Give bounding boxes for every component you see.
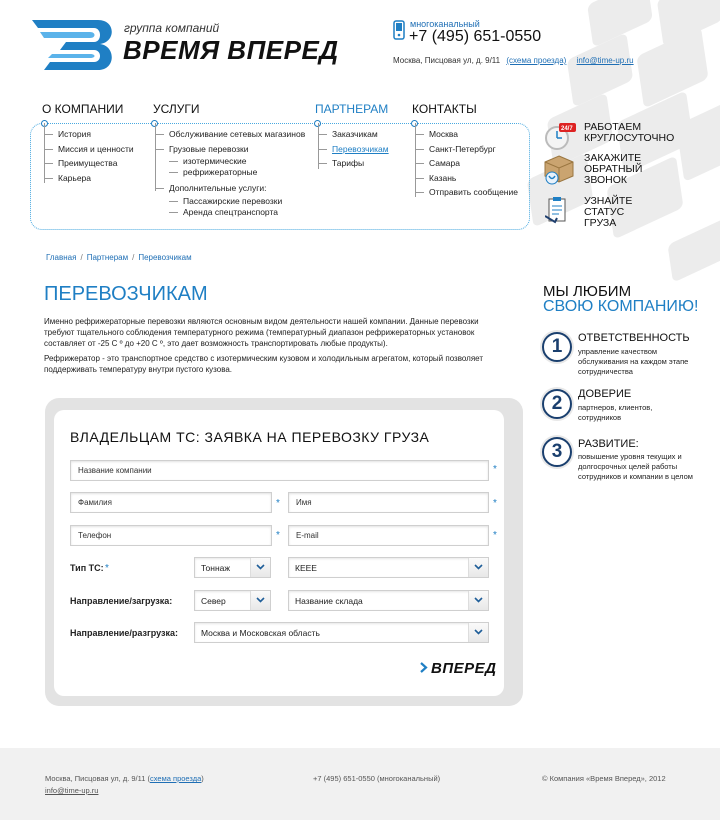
body-type-value: КЕЕЕ — [295, 563, 317, 573]
logo-title[interactable]: ВРЕМЯ ВПЕРЕД — [123, 35, 339, 65]
submenu-item[interactable]: Тарифы — [318, 156, 389, 171]
intro-line: требуют тщательного соблюдения температурного режима (температурный диапазон рефрижераторных установок — [44, 328, 475, 337]
submenu-item[interactable]: Казань — [415, 171, 518, 186]
submenu-subitem[interactable]: изотермические — [155, 156, 305, 167]
value-desc-line: сотрудников — [578, 413, 622, 422]
mobile-phone-icon — [393, 20, 405, 40]
side-callback[interactable] — [543, 153, 703, 187]
breadcrumb-home[interactable]: Главная — [46, 253, 77, 262]
nav-contacts[interactable]: КОНТАКТЫ — [412, 102, 477, 116]
submenu-subitem[interactable]: рефрижераторные — [155, 167, 305, 178]
value-number: 1 — [542, 332, 572, 362]
value-description — [578, 452, 708, 482]
warehouse-select[interactable] — [288, 590, 489, 611]
address-text: Москва, Писцовая ул, д. 9/11 — [393, 56, 501, 65]
package-callback-icon — [543, 154, 577, 186]
surname-input[interactable] — [70, 492, 272, 513]
badge-24-7: 24/7 — [561, 126, 573, 132]
name-input[interactable] — [288, 492, 489, 513]
value-number: 2 — [542, 389, 572, 419]
value-desc-line: долгосрочных целей работы — [578, 462, 678, 471]
form-panel — [54, 410, 504, 696]
nav-partners[interactable]: ПАРТНЕРАМ — [315, 102, 389, 116]
value-description — [578, 403, 708, 423]
submenu-item[interactable]: Карьера — [44, 171, 134, 186]
values-title-line2: СВОЮ КОМПАНИЮ! — [543, 298, 699, 315]
unload-direction-label: Направление/разгрузка: — [70, 628, 179, 638]
submenu-subitem[interactable]: Пассажирские перевозки — [155, 196, 305, 207]
side-24-7[interactable] — [543, 122, 703, 152]
page-title: ПЕРЕВОЗЧИКАМ — [44, 283, 208, 305]
footer-copyright: © Компания «Время Вперед», 2012 — [542, 774, 666, 783]
fridge-paragraph — [44, 353, 514, 375]
unload-direction-select[interactable] — [194, 622, 489, 643]
submenu-partners — [318, 127, 389, 171]
submenu-contacts — [415, 127, 518, 200]
side-callback-line1: ЗАКАЖИТЕ — [584, 152, 642, 164]
side-status-line1: УЗНАЙТЕ — [584, 195, 633, 207]
side-status-line2: СТАТУС — [584, 206, 625, 218]
required-mark: * — [276, 498, 280, 509]
fridge-line: поддерживать температуру внутри пустого кузова. — [44, 365, 233, 374]
chevron-down-icon — [474, 597, 483, 603]
required-mark: * — [493, 530, 497, 541]
breadcrumb: Главная / Партнерам / Перевозчикам — [46, 253, 192, 262]
nav-services[interactable]: УСЛУГИ — [153, 102, 200, 116]
chevron-right-icon — [420, 662, 428, 673]
submenu-item[interactable]: Москва — [415, 127, 518, 142]
side-callback-line3: ЗВОНОК — [584, 174, 628, 186]
nav-about[interactable]: О КОМПАНИИ — [42, 102, 124, 116]
submenu-services — [155, 127, 305, 218]
submenu-subitem[interactable]: Аренда спецтранспорта — [155, 207, 305, 218]
load-direction-select[interactable] — [194, 590, 271, 611]
phone-input[interactable] — [70, 525, 272, 546]
load-direction-label: Направление/загрузка: — [70, 596, 173, 606]
intro-line: Именно рефрижераторные перевозки являются основным видом деятельности нашей компании. Данные перевозки — [44, 317, 479, 326]
phone-label: многоканальный — [410, 19, 480, 29]
submenu-item[interactable]: Миссия и ценности — [44, 142, 134, 157]
submenu-item[interactable]: Заказчикам — [318, 127, 389, 142]
header-phone: +7 (495) 651-0550 — [409, 28, 542, 45]
submenu-item[interactable]: Отправить сообщение — [415, 185, 518, 200]
warehouse-value: Название склада — [295, 596, 363, 606]
submenu-item[interactable]: История — [44, 127, 134, 142]
footer — [0, 748, 720, 820]
chevron-down-icon — [256, 597, 265, 603]
breadcrumb-current[interactable]: Перевозчикам — [138, 253, 192, 262]
value-desc-line: сотрудничества — [578, 367, 633, 376]
chevron-down-icon — [256, 564, 265, 570]
value-title: ДОВЕРИЕ — [578, 388, 632, 400]
vehicle-type-label: Тип ТС: — [70, 563, 104, 573]
footer-address-text: Москва, Писцовая ул, д. 9/11 — [45, 774, 146, 783]
map-link[interactable]: (схема проезда) — [506, 56, 567, 65]
submenu-item[interactable]: Грузовые перевозки — [155, 142, 305, 157]
side-24-7-line2: КРУГЛОСУТОЧНО — [584, 132, 675, 144]
form-title: ВЛАДЕЛЬЦАМ ТС: ЗАЯВКА НА ПЕРЕВОЗКУ ГРУЗА — [70, 429, 430, 445]
header-address — [393, 56, 638, 65]
footer-email-link[interactable]: info@time-up.ru — [45, 786, 99, 795]
submenu-item[interactable]: Дополнительные услуги: — [155, 181, 305, 196]
values-title-line1: МЫ ЛЮБИМ — [543, 283, 632, 300]
side-24-7-line1: РАБОТАЕМ — [584, 121, 642, 133]
footer-address: Москва, Писцовая ул, д. 9/11 (схема проезда) — [45, 774, 204, 783]
required-mark: * — [493, 498, 497, 509]
footer-phone: +7 (495) 651-0550 (многоканальный) — [313, 774, 441, 783]
value-description — [578, 347, 708, 377]
header-email-link[interactable]: info@time-up.ru — [576, 56, 634, 65]
value-desc-line: сотрудников и компании в целом — [578, 472, 693, 481]
submenu-item[interactable]: Санкт-Петербург — [415, 142, 518, 157]
footer-map-link[interactable]: схема проезда — [150, 774, 202, 783]
required-mark: * — [276, 530, 280, 541]
submenu-item[interactable]: Обслуживание сетевых магазинов — [155, 127, 305, 142]
company-logo-icon[interactable] — [30, 18, 114, 72]
clipboard-status-icon — [545, 196, 575, 224]
side-callback-line2: ОБРАТНЫЙ — [584, 163, 643, 175]
value-desc-line: партнеров, клиентов, — [578, 403, 653, 412]
value-title: РАЗВИТИЕ: — [578, 438, 639, 450]
value-desc-line: повышение уровня текущих и — [578, 452, 682, 461]
required-mark: * — [105, 563, 109, 574]
submenu-about — [44, 127, 134, 185]
chevron-down-icon — [474, 629, 483, 635]
side-cargo-status[interactable] — [543, 196, 703, 230]
intro-line: составляет от -25 С º до +20 С º, это дает возможность транспортировать любые продукты). — [44, 339, 388, 348]
value-desc-line: обслуживания на каждом этапе — [578, 357, 689, 366]
unload-direction-value: Москва и Московская область — [201, 628, 320, 638]
value-desc-line: управление качеством — [578, 347, 658, 356]
submenu-item[interactable]: Преимущества — [44, 156, 134, 171]
submenu-item[interactable]: Самара — [415, 156, 518, 171]
tonnage-select[interactable] — [194, 557, 271, 578]
intro-paragraph — [44, 316, 514, 349]
body-type-select[interactable] — [288, 557, 489, 578]
logo-tagline: группа компаний — [124, 21, 220, 35]
submit-label: ВПЕРЕД — [431, 660, 497, 677]
load-direction-value: Север — [201, 596, 226, 606]
value-number: 3 — [542, 437, 572, 467]
chevron-down-icon — [474, 564, 483, 570]
value-title: ОТВЕТСТВЕННОСТЬ — [578, 332, 690, 344]
email-input[interactable] — [288, 525, 489, 546]
submenu-item-active[interactable]: Перевозчикам — [318, 142, 389, 157]
breadcrumb-partners[interactable]: Партнерам — [86, 253, 129, 262]
side-status-line3: ГРУЗА — [584, 217, 617, 229]
required-mark: * — [493, 464, 497, 475]
tonnage-value: Тоннаж — [201, 563, 231, 573]
company-name-input[interactable] — [70, 460, 489, 481]
submit-button[interactable] — [420, 660, 496, 677]
fridge-line: Рефрижератор - это транспортное средство с изотермическим кузовом и холодильным агрегатом, который позволяет — [44, 354, 483, 363]
